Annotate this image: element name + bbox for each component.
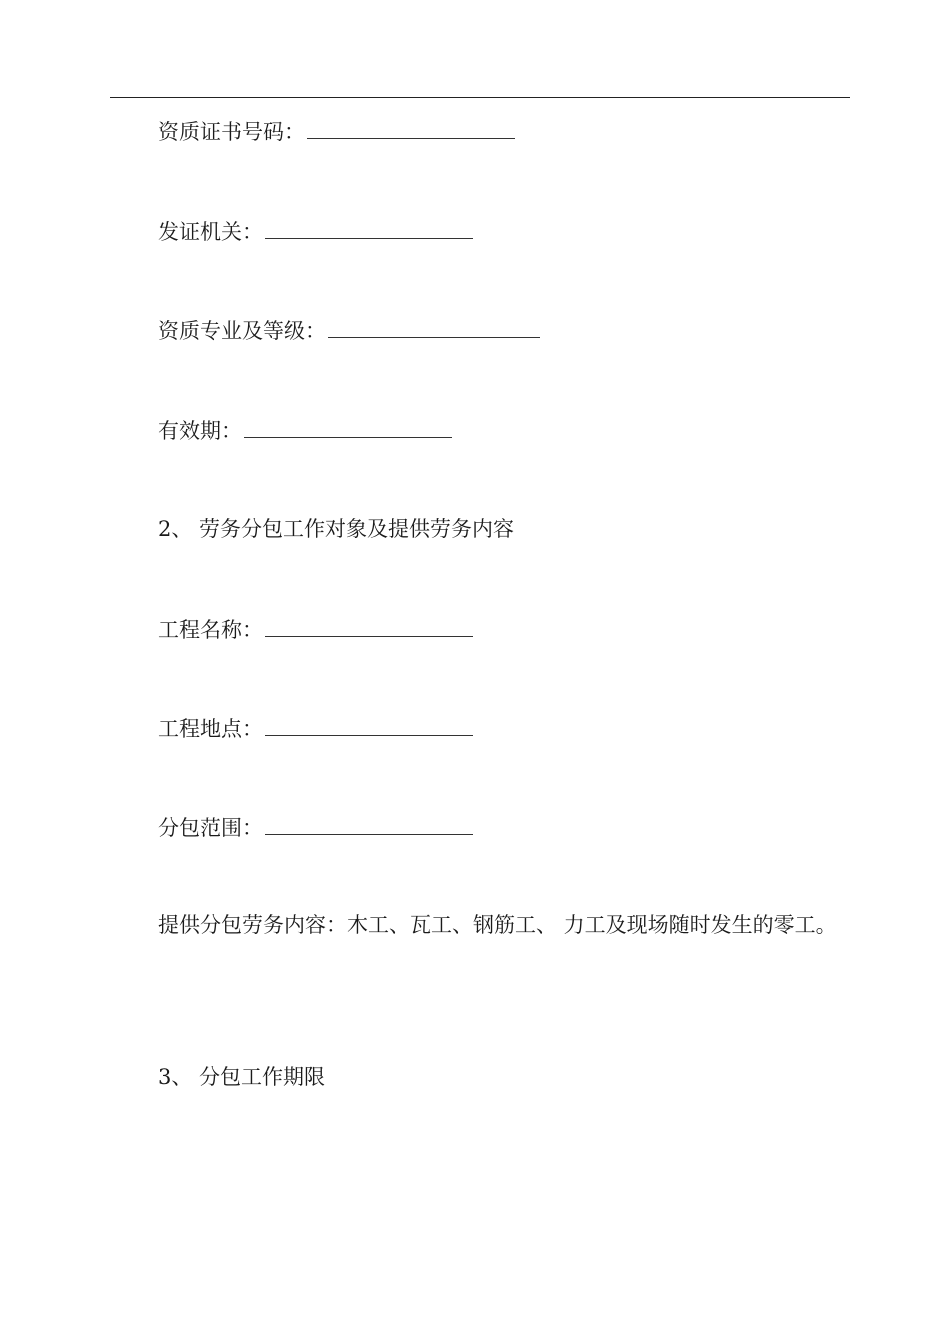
- field-label: 资质证书号码：: [158, 120, 305, 144]
- field-validity-period: [158, 419, 452, 443]
- field-project-location: [158, 717, 473, 741]
- field-project-name: [158, 618, 473, 642]
- field-label: 有效期：: [158, 419, 242, 443]
- field-label: 资质专业及等级：: [158, 319, 326, 343]
- blank-underline[interactable]: [244, 436, 452, 438]
- field-issuing-authority: [158, 220, 473, 244]
- blank-underline[interactable]: [307, 137, 515, 139]
- field-label: 工程地点：: [158, 717, 263, 741]
- blank-underline[interactable]: [265, 237, 473, 239]
- labor-content-paragraph: 提供分包劳务内容：木工、瓦工、钢筋工、 力工及现场随时发生的零工。: [158, 913, 837, 937]
- blank-underline[interactable]: [328, 336, 540, 338]
- field-subcontract-scope: [158, 816, 473, 840]
- section-2-heading: 2、 劳务分包工作对象及提供劳务内容: [158, 517, 515, 541]
- blank-underline[interactable]: [265, 734, 473, 736]
- field-label: 分包范围：: [158, 816, 263, 840]
- field-cert-number: [158, 120, 515, 144]
- header-rule: [110, 97, 850, 98]
- field-label: 发证机关：: [158, 220, 263, 244]
- blank-underline[interactable]: [265, 833, 473, 835]
- field-label: 工程名称：: [158, 618, 263, 642]
- blank-underline[interactable]: [265, 635, 473, 637]
- section-3-heading: 3、 分包工作期限: [158, 1065, 326, 1089]
- field-qualification-grade: [158, 319, 540, 343]
